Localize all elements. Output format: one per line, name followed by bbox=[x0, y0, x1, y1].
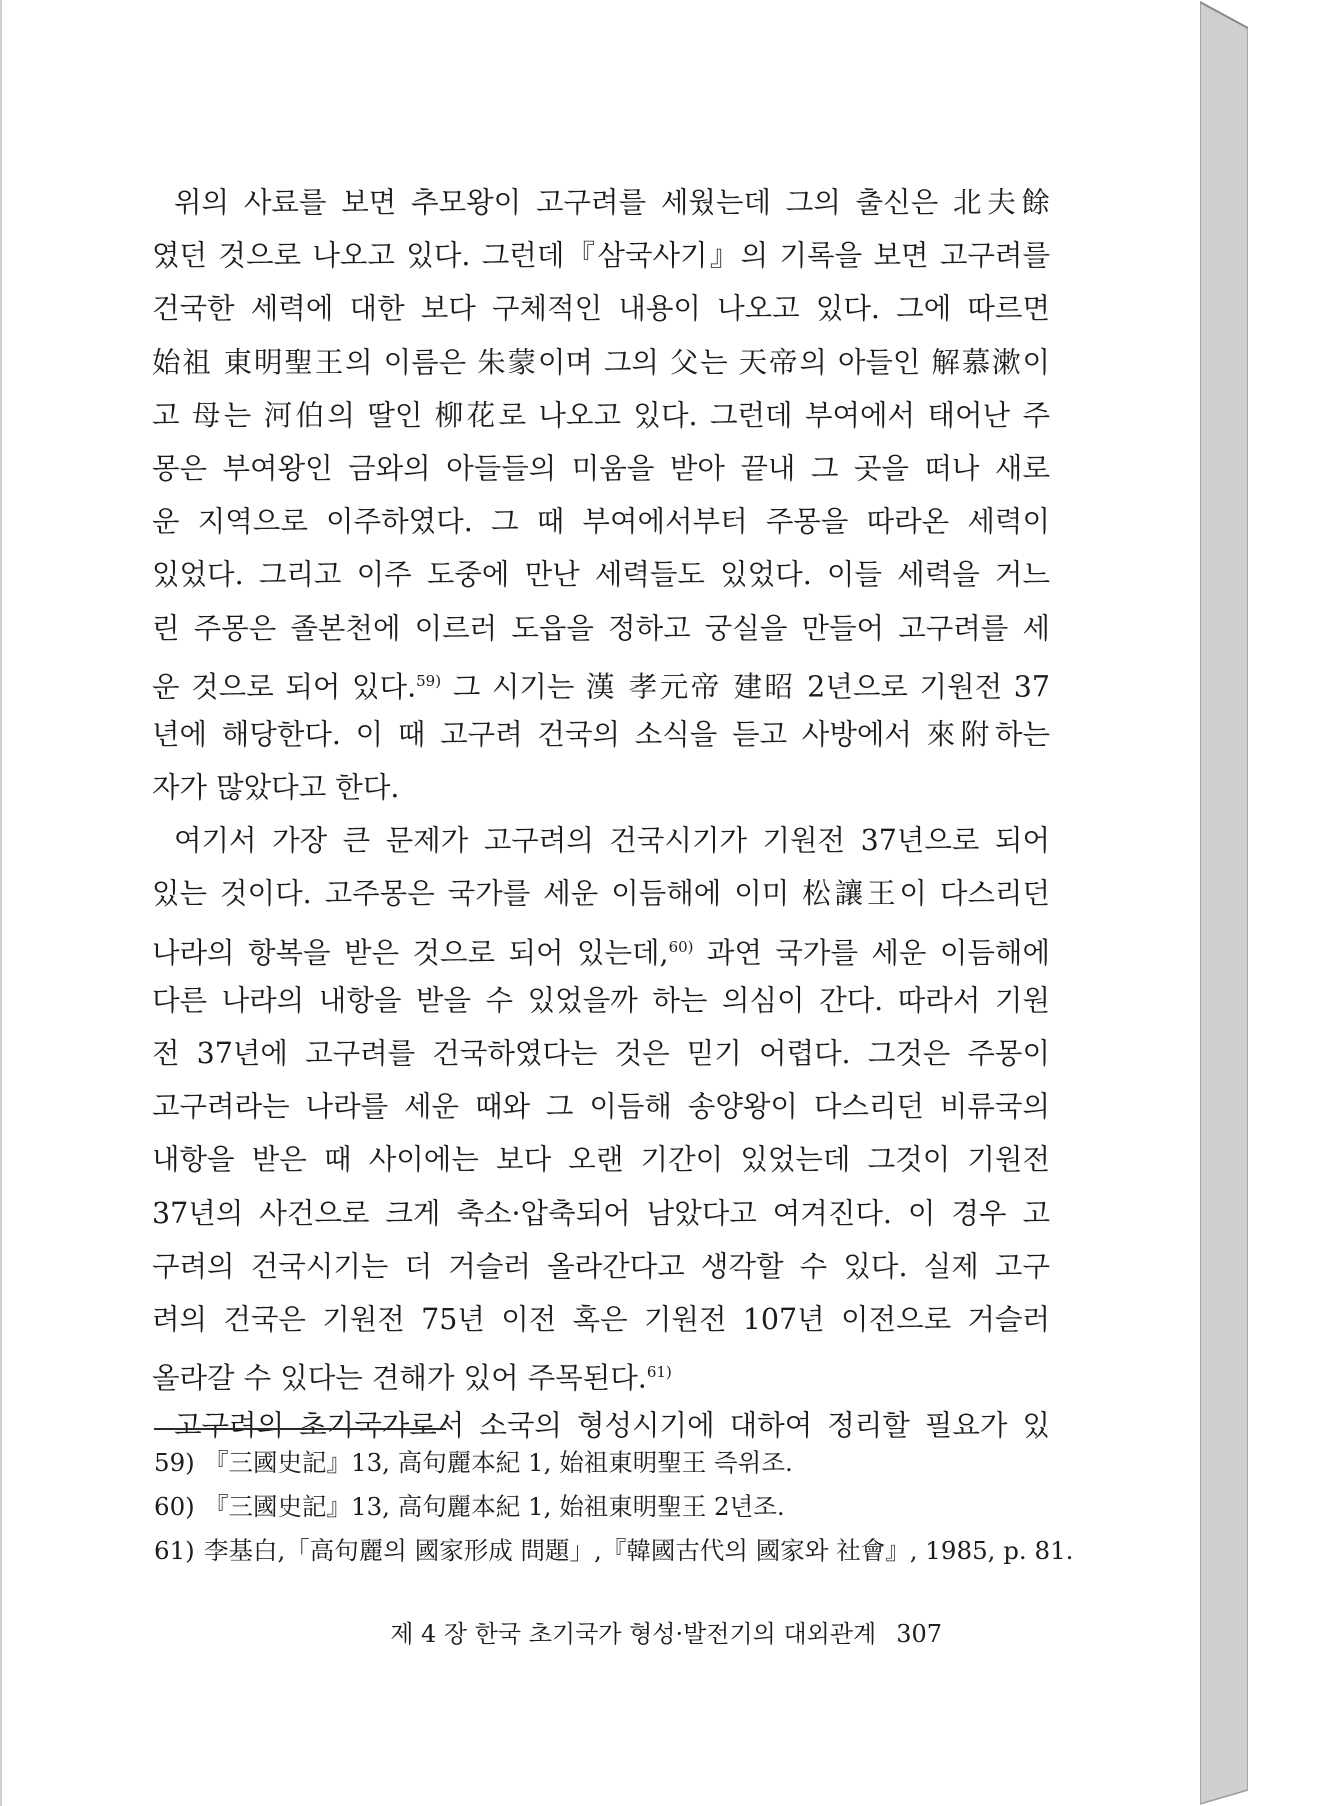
footnote-text: 『三國史記』13, 高句麗本紀 1, 始祖東明聖王 2년조. bbox=[204, 1492, 785, 1521]
footnote-divider bbox=[154, 1428, 446, 1430]
body-line: 37년의 사건으로 크게 축소·압축되어 남았다고 여겨진다. 이 경우 고 bbox=[152, 1196, 1050, 1230]
footnote-item bbox=[154, 1485, 1034, 1529]
body-line: 다른 나라의 내항을 받을 수 있었을까 하는 의심이 간다. 따라서 기원 bbox=[152, 983, 1050, 1017]
body-line: 자가 많았다고 한다. bbox=[152, 771, 400, 805]
body-line: 전 37년에 고구려를 건국하였다는 것은 믿기 어렵다. 그것은 주몽이 bbox=[152, 1037, 1050, 1070]
body-line: 몽은 부여왕인 금와의 아들들의 미움을 받아 끝내 그 곳을 떠나 새로 bbox=[152, 451, 1050, 485]
body-line: 운 것으로 되어 있다.$^{59)}$ 그 시기는 漢 孝元帝 建昭 2년으로 기원전 37 bbox=[152, 670, 1050, 704]
body-line: 내항을 받은 때 사이에는 보다 오랜 기간이 있었는데 그것이 기원전 bbox=[152, 1143, 1050, 1177]
body-text bbox=[152, 176, 1050, 1453]
body-line: 였던 것으로 나오고 있다. 그런데『삼국사기』의 기록을 보면 고구려를 bbox=[152, 239, 1050, 273]
footnote-item bbox=[154, 1529, 1074, 1573]
footnote-ref-61[interactable]: 61) bbox=[646, 1363, 672, 1382]
body-line: 올라갈 수 있다는 견해가 있어 주목된다.$^{61)}$ bbox=[152, 1361, 672, 1395]
body-line: 운 지역으로 이주하였다. 그 때 부여에서부터 주몽을 따라온 세력이 bbox=[152, 505, 1050, 539]
body-line: 위의 사료를 보면 추모왕이 고구려를 세웠는데 그의 출신은 北夫餘 bbox=[174, 186, 1050, 219]
page-stack-shape bbox=[1200, 0, 1248, 1806]
body-line: 려의 건국은 기원전 75년 이전 혹은 기원전 107년 이전으로 거슬러 bbox=[152, 1302, 1050, 1336]
page-stack-edge bbox=[1200, 0, 1248, 1806]
footnote-text: 李基白,「高句麗의 國家形成 問題」,『韓國古代의 國家와 社會』, 1985, p. 81. bbox=[204, 1536, 1074, 1565]
body-line: 린 주몽은 졸본천에 이르러 도읍을 정하고 궁실을 만들어 고구려를 세 bbox=[152, 611, 1050, 645]
footnote-ref-60[interactable]: 60) bbox=[668, 937, 694, 956]
body-line: 있었다. 그리고 이주 도중에 만난 세력들도 있었다. 이들 세력을 거느 bbox=[152, 558, 1050, 592]
footnote-number: 61) bbox=[154, 1536, 195, 1565]
body-line: 건국한 세력에 대한 보다 구체적인 내용이 나오고 있다. 그에 따르면 bbox=[152, 292, 1050, 326]
body-line: 구려의 건국시기는 더 거슬러 올라간다고 생각할 수 있다. 실제 고구 bbox=[152, 1249, 1050, 1283]
footnote-item bbox=[154, 1441, 1034, 1485]
body-line: 여기서 가장 큰 문제가 고구려의 건국시기가 기원전 37년으로 되어 bbox=[174, 824, 1050, 858]
body-line: 始祖 東明聖王의 이름은 朱蒙이며 그의 父는 天帝의 아들인 解慕漱이 bbox=[152, 345, 1050, 379]
footnote-ref-59[interactable]: 59) bbox=[416, 671, 442, 690]
body-line: 고구려라는 나라를 세운 때와 그 이듬해 송양왕이 다스리던 비류국의 bbox=[152, 1090, 1050, 1124]
body-line: 나라의 항복을 받은 것으로 되어 있는데,$^{60)}$ 과연 국가를 세운 이듬해에 bbox=[152, 936, 1050, 970]
footnotes bbox=[154, 1441, 1074, 1573]
footnote-number: 60) bbox=[154, 1492, 195, 1521]
page-number: 307 bbox=[896, 1620, 942, 1648]
body-line: 있는 것이다. 고주몽은 국가를 세운 이듬해에 이미 松讓王이 다스리던 bbox=[152, 877, 1050, 911]
footnote-number: 59) bbox=[154, 1448, 195, 1477]
body-line: 고구려의 초기국가로서 소국의 형성시기에 대하여 정리할 필요가 있 bbox=[174, 1409, 1050, 1443]
body-line: 고 母는 河伯의 딸인 柳花로 나오고 있다. 그런데 부여에서 태어난 주 bbox=[152, 398, 1050, 432]
chapter-title: 제 4 장 한국 초기국가 형성·발전기의 대외관계 bbox=[390, 1620, 877, 1648]
running-footer bbox=[390, 1614, 942, 1649]
footnote-text: 『三國史記』13, 高句麗本紀 1, 始祖東明聖王 즉위조. bbox=[204, 1448, 793, 1477]
body-line: 년에 해당한다. 이 때 고구려 건국의 소식을 듣고 사방에서 來附하는 bbox=[152, 717, 1050, 751]
